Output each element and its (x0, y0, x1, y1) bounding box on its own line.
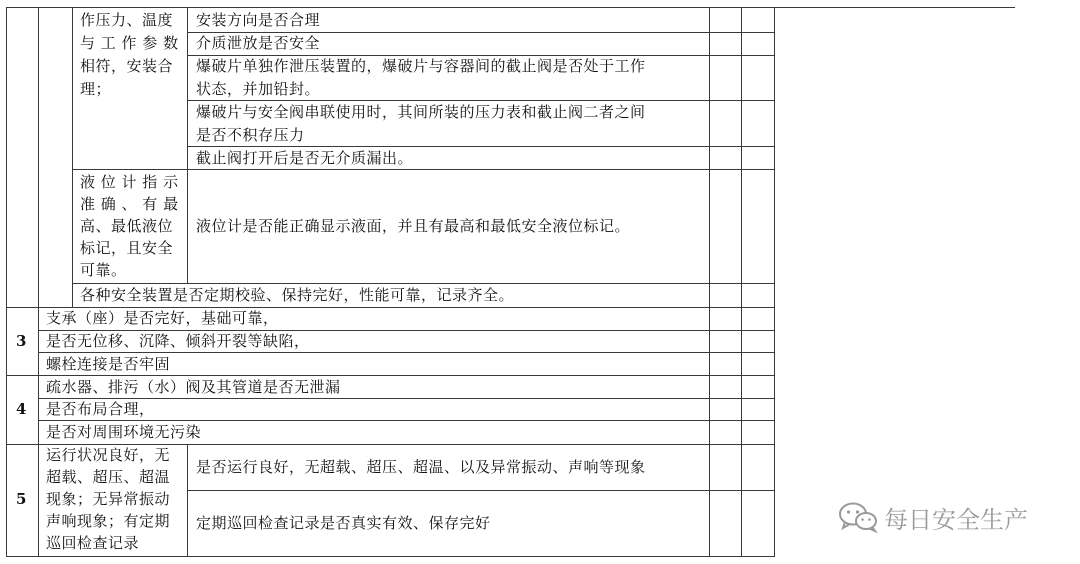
check-series-use-line1: 爆破片与安全阀串联使用时，其间所装的压力表和截止阀二者之间 (196, 103, 646, 121)
check-drain-line1: 疏水器、排污（水）阀及其管道是否无泄漏 (46, 378, 341, 396)
col-divider-item (187, 7, 188, 283)
col-divider-remark (774, 7, 775, 557)
check-stop-valve: 截止阀打开后是否无介质漏出。 (196, 149, 414, 167)
check-support-line1: 支承（座）是否完好，基础可靠， (46, 309, 279, 327)
check-level-gauge: 液位计是否能正确显示液面，并且有最高和最低安全液位标记。 (196, 217, 631, 235)
item-cell-operation-line3: 现象；无异常振动 (46, 490, 171, 508)
item-cell-level-line3: 高、最低液位 (80, 217, 174, 235)
col-divider-result1 (709, 7, 710, 557)
row-line (72, 169, 774, 170)
item-cell-pressure-line1: 作压力、温度 (80, 11, 174, 29)
item-cell-level-line5: 可靠。 (80, 261, 127, 279)
item-cell-pressure-line3: 相符，安装合 (80, 57, 174, 75)
table-bottom-border (6, 556, 774, 557)
check-rupture-disc-line1: 爆破片单独作泄压装置的，爆破片与容器间的截止阀是否处于工作 (196, 57, 646, 75)
row-line (187, 490, 774, 491)
row-number-5: 5 (16, 490, 27, 508)
item-cell-operation-line2: 超载、超压、超温 (46, 468, 171, 486)
item-cell-level-line2: 准 确 、 有 最 (80, 195, 179, 213)
check-series-use-line2: 是否不积存压力 (196, 126, 305, 144)
item-cell-operation-line4: 声响现象；有定期 (46, 512, 171, 530)
wechat-icon (838, 501, 878, 533)
check-support-line2: 是否无位移、沉降、倾斜开裂等缺陷， (46, 332, 310, 350)
item-cell-operation-line1: 运行状况良好，无 (46, 446, 171, 464)
col-divider-item-r5 (187, 444, 188, 557)
item-cell-level-line1: 液 位 计 指 示 (80, 173, 179, 191)
check-support-line3: 螺栓连接是否牢固 (46, 355, 171, 373)
col-divider-sub (72, 7, 73, 307)
check-rupture-disc-line2: 状态，并加铅封。 (196, 80, 321, 98)
item-cell-level-line4: 标记，且安全 (80, 239, 174, 257)
table-left-border (6, 7, 7, 557)
check-install-direction: 安装方向是否合理 (196, 11, 321, 29)
row-number-3: 3 (16, 332, 27, 350)
check-drain-line3: 是否对周围环境无污染 (46, 423, 202, 441)
check-medium-release: 介质泄放是否安全 (196, 34, 321, 52)
check-safety-devices: 各种安全装置是否定期校验、保持完好，性能可靠，记录齐全。 (80, 286, 515, 304)
col-divider-num (38, 7, 39, 557)
table-top-border (6, 7, 1015, 8)
item-cell-pressure-line2: 与 工 作 参 数 (80, 34, 179, 52)
item-cell-operation-line5: 巡回检查记录 (46, 534, 140, 552)
check-operation-status: 是否运行良好，无超载、超压、超温、以及异常振动、声响等现象 (196, 458, 646, 476)
check-drain-line2: 是否布局合理， (46, 400, 155, 418)
watermark-text: 每日安全生产 (884, 505, 1028, 534)
col-divider-result2 (741, 7, 742, 557)
item-cell-pressure-line4: 理； (80, 80, 112, 98)
watermark (838, 497, 1053, 537)
check-inspection-record: 定期巡回检查记录是否真实有效、保存完好 (196, 514, 491, 532)
row-number-4: 4 (16, 400, 27, 418)
